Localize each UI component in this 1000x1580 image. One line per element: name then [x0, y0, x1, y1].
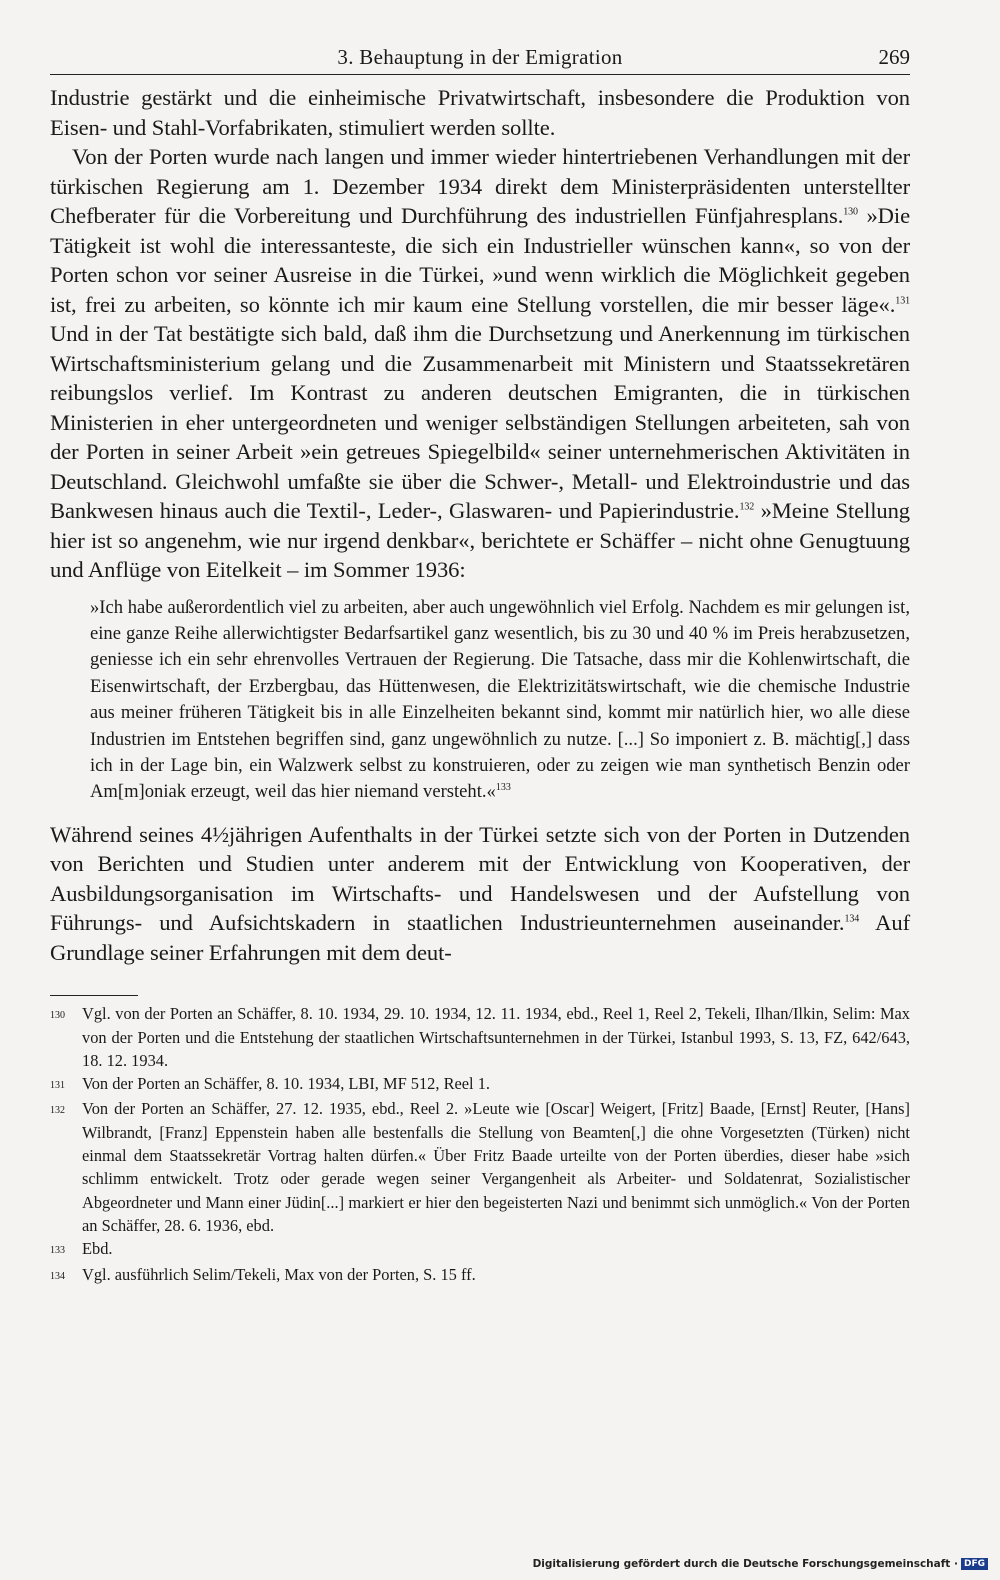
paragraph-2-part-a: Von der Porten wurde nach langen und immer wieder hintertriebenen Verhandlungen mit der türkischen Regierung am 1. Dezember 1934 direkt dem Ministerpräsidenten unterstellter Chefberater für die Vorbereitung und Durchführung des industriellen Fünfjahresplans. — [50, 144, 910, 228]
footnote — [50, 1072, 910, 1097]
footnote-text: Von der Porten an Schäffer, 8. 10. 1934, LBI, MF 512, Reel 1. — [82, 1074, 490, 1094]
footnote-number: 131 — [50, 1080, 65, 1092]
footnote-ref-132: 132 — [739, 501, 755, 513]
footnote-number: 130 — [50, 1010, 65, 1022]
footnote-divider — [50, 995, 138, 996]
footnote — [50, 1237, 910, 1262]
page-number: 269 — [878, 45, 910, 69]
footnote-ref-130: 130 — [843, 206, 858, 218]
block-quote — [90, 595, 910, 806]
main-text-continued — [50, 820, 910, 968]
quote-text: »Ich habe außerordentlich viel zu arbeiten, aber auch ungewöhnlich viel Erfolg. Nachdem es mir gelungen ist, eine ganze Reihe allerwichtigster Bedarfsartikel ganz wesentlich, bis zu 30 und 40 % im Preis herabzusetzen, geniesse ich ein sehr ehrenvolles Vertrauen der Regierung. Die Tatsache, dass mir die Kohlenwirtschaft, die Eisenwirtschaft, der Erzbergbau, das Hüttenwesen, die Elektrizitätswirtschaft, wie die chemische Industrie aus meiner früheren Tätigkeit bis in alle Einzelheiten bekannt sind, kommt mir natürlich hier, wo alle diese Industrien im Entstehen begriffen sind, ganz ungewöhnlich zu nutze. [...] So imponiert z. B. mächtig[,] dass ich in der Lage bin, ein Walzwerk selbst zu konstruieren, oder zu zeigen wie man synthetisch Benzin oder Am[m]oniak erzeugt, weil das hier niemand versteht.« — [90, 596, 910, 803]
paragraph-1: Industrie gestärkt und die einheimische Privatwirtschaft, insbesondere die Produktion von Eisen- und Stahl-Vorfabrikaten, stimuliert werden sollte. — [50, 85, 910, 140]
footnote-number: 132 — [50, 1105, 65, 1117]
paragraph-2-part-b: »Die Tätigkeit ist wohl die interessanteste, die sich ein Industrieller wünschen kann«, so von der Porten schon vor seiner Ausreise in die Türkei, »und wenn wirklich die Möglichkeit gegeben ist, frei zu arbeiten, so könnte ich mir kaum eine Stellung vorstellen, die mir besser läge«. — [50, 203, 910, 317]
digitization-credit — [533, 1558, 988, 1570]
paragraph-3-part-b: Auf Grundlage seiner Erfahrungen mit dem deut- — [50, 910, 911, 965]
footnote-ref-134: 134 — [844, 913, 860, 925]
footnote-number: 133 — [50, 1245, 65, 1257]
paragraph-2-part-c: Und in der Tat bestätigte sich bald, daß ihm die Durchsetzung und Anerkennung im türkischen Wirtschaftsministerium gelang und die Zusammenarbeit mit Ministern und Staatssekretären reibungslos verlief. Im Kontrast zu anderen deutschen Emigranten, die in türkischen Ministerien in eher untergeordneten und weniger selbständigen Stellungen arbeiteten, sah von der Porten in seiner Arbeit »ein getreues Spiegelbild« seiner unternehmerischen Aktivitäten in Deutschland. Gleichwohl umfaßte sie über die Schwer-, Metall- und Elektroindustrie und das Bankwesen hinaus auch die Textil-, Leder-, Glaswaren- und Papierindustrie. — [50, 321, 910, 523]
footnotes — [50, 1002, 910, 1288]
footnote-text: Vgl. ausführlich Selim/Tekeli, Max von der Porten, S. 15 ff. — [82, 1264, 476, 1284]
footnote-number: 134 — [50, 1270, 65, 1282]
dfg-logo: DFG — [961, 1558, 988, 1570]
footnote — [50, 1263, 910, 1288]
footnote — [50, 1097, 910, 1237]
chapter-title: 3. Behauptung in der Emigration — [337, 45, 623, 69]
paragraph-2-part-d: »Meine Stellung hier ist so angenehm, wie nur irgend denkbar«, berichtete er Schäffer – nicht ohne Genugtuung und Anflüge von Eitelkeit – im Sommer 1936: — [50, 498, 911, 582]
book-page — [50, 40, 910, 1288]
credit-text: Digitalisierung gefördert durch die Deutsche Forschungsgemeinschaft · — [532, 1558, 958, 1570]
footnote-ref-133: 133 — [495, 782, 511, 794]
footnote — [50, 1002, 910, 1072]
main-text — [50, 83, 910, 585]
footnote-text: Ebd. — [82, 1239, 113, 1259]
paragraph-2 — [50, 142, 910, 585]
paragraph-3-part-a: Während seines 4½jährigen Aufenthalts in der Türkei setzte sich von der Porten in Dutzenden von Berichten und Studien unter anderem mit der Entwicklung von Kooperativen, der Ausbildungsorganisation im Wirtschafts- und Handelswesen und der Aufstellung von Führungs- und Aufsichtskadern in staatlichen Industrieunternehmen auseinander. — [50, 821, 910, 936]
footnote-ref-131: 131 — [895, 294, 910, 306]
paragraph-3 — [50, 820, 910, 968]
running-head — [50, 40, 910, 75]
footnote-text: Von der Porten an Schäffer, 27. 12. 1935, ebd., Reel 2. »Leute wie [Oscar] Weigert, [Fritz] Baade, [Ernst] Reuter, [Hans] Wilbrandt, [Franz] Eppenstein haben alle bestenfalls die Stellung von Beamten[,] die ohne Vorgesetzten (Türken) nicht einmal dem Staatssekretär Vortrag halten dürfen.« Über Fritz Baade urteilte von der Porten überdies, dieser habe »sich schlimm entwickelt. Trotz oder gerade wegen seiner Vergangenheit als Arbeiter- und Soldatenrat, Sozialistischer Abgeordneter und Mann einer Jüdin[...] markiert er hier den begeisterten Nazi und benimmt sich unmöglich.« Von der Porten an Schäffer, 28. 6. 1936, ebd. — [82, 1099, 910, 1235]
footnote-text: Vgl. von der Porten an Schäffer, 8. 10. 1934, 29. 10. 1934, 12. 11. 1934, ebd., Reel 1, Reel 2, Tekeli, Ilhan/Ilkin, Selim: Max von der Porten und die Entstehung der staatlichen Wirtschaftsunternehmen in der Türkei, Istanbul 1993, S. 13, FZ, 642/643, 18. 12. 1934. — [82, 1004, 910, 1070]
